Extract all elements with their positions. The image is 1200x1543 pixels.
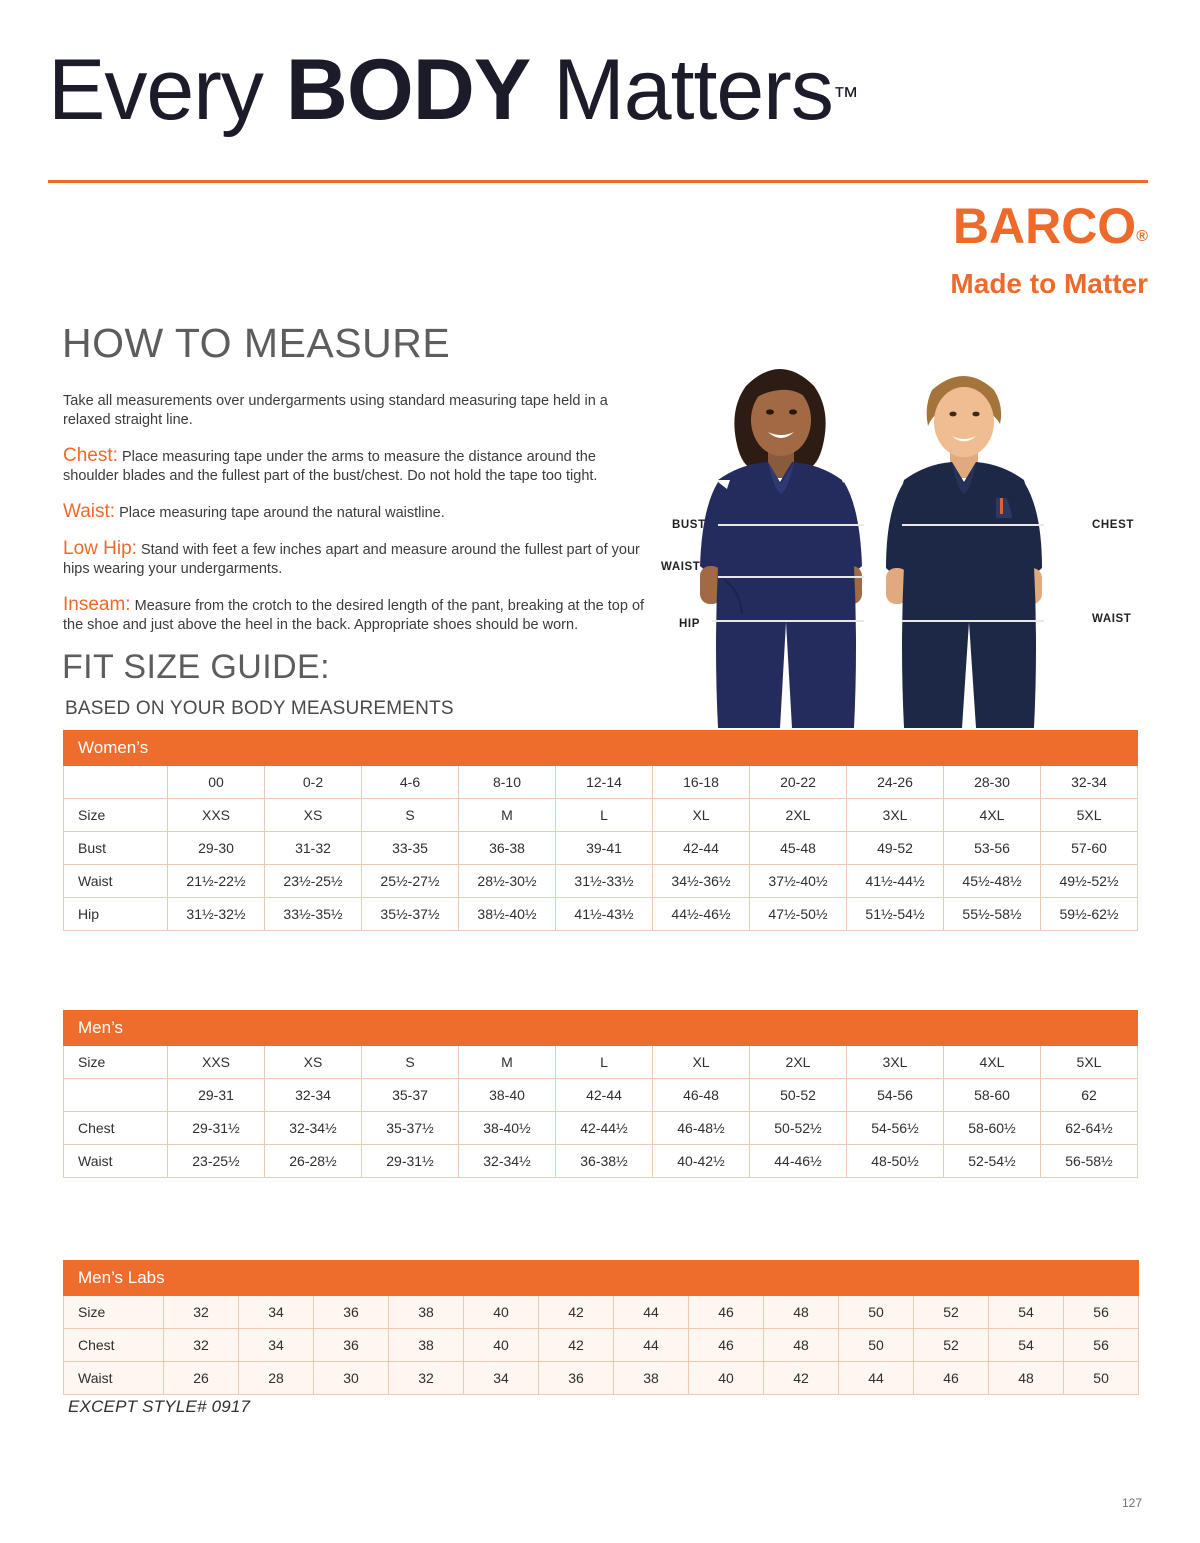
cell: 5XL — [1041, 799, 1138, 832]
how-to-measure-heading: HOW TO MEASURE — [62, 320, 451, 366]
cell: 2XL — [750, 1046, 847, 1079]
cell: 35-37½ — [362, 1112, 459, 1145]
cell: 34½-36½ — [653, 865, 750, 898]
table-row — [64, 1296, 1139, 1329]
table-row — [64, 832, 1138, 865]
cell: 48-50½ — [847, 1145, 944, 1178]
measure-item-low-hip — [63, 539, 653, 579]
cell: 4XL — [944, 1046, 1041, 1079]
brand-name-text: BARCO — [952, 198, 1137, 254]
cell: 48 — [989, 1362, 1064, 1395]
cell: 42-44½ — [556, 1112, 653, 1145]
cell: 52-54½ — [944, 1145, 1041, 1178]
bust-measure-line — [718, 524, 864, 526]
cell: 47½-50½ — [750, 898, 847, 931]
row-label: Waist — [64, 865, 168, 898]
cell: 45½-48½ — [944, 865, 1041, 898]
label-hip: HIP — [679, 618, 700, 630]
measure-text-waist: Place measuring tape around the natural waistline. — [115, 505, 445, 521]
cell: 34 — [464, 1362, 539, 1395]
cell: 62-64½ — [1041, 1112, 1138, 1145]
cell: 36 — [314, 1329, 389, 1362]
cell: 4-6 — [362, 766, 459, 799]
cell: 54 — [989, 1296, 1064, 1329]
row-label: Chest — [64, 1112, 168, 1145]
cell: 24-26 — [847, 766, 944, 799]
cell: 40 — [464, 1329, 539, 1362]
cell: 32 — [389, 1362, 464, 1395]
female-model-illustration — [700, 369, 862, 728]
cell: 48 — [764, 1296, 839, 1329]
cell: 54-56½ — [847, 1112, 944, 1145]
measurement-figure — [660, 348, 1140, 728]
cell: S — [362, 1046, 459, 1079]
table-row — [64, 1362, 1139, 1395]
cell: 50-52 — [750, 1079, 847, 1112]
row-label: Waist — [64, 1362, 164, 1395]
hip-measure-line — [712, 620, 864, 622]
cell: 26 — [164, 1362, 239, 1395]
brand-tagline: Made to Matter — [950, 268, 1148, 299]
cell: 56 — [1064, 1329, 1139, 1362]
measure-item-inseam — [63, 595, 653, 635]
cell: 36-38½ — [556, 1145, 653, 1178]
cell: 38½-40½ — [459, 898, 556, 931]
cell: 2XL — [750, 799, 847, 832]
chest-measure-line — [902, 524, 1044, 526]
cell: 44 — [839, 1362, 914, 1395]
row-label: Size — [64, 1046, 168, 1079]
label-waist-left: WAIST — [661, 561, 701, 573]
cell: 50 — [839, 1329, 914, 1362]
cell: 46 — [689, 1329, 764, 1362]
cell: 40 — [464, 1296, 539, 1329]
cell: 44 — [614, 1329, 689, 1362]
cell: 33½-35½ — [265, 898, 362, 931]
measure-term-low-hip: Low Hip: — [63, 538, 137, 559]
cell: 46 — [914, 1362, 989, 1395]
womens-table-banner: Women’s — [64, 731, 1138, 766]
cell: 32 — [164, 1329, 239, 1362]
measure-term-chest: Chest: — [63, 445, 118, 466]
cell: 28-30 — [944, 766, 1041, 799]
cell: L — [556, 1046, 653, 1079]
cell: 48 — [764, 1329, 839, 1362]
cell: 16-18 — [653, 766, 750, 799]
masthead-title — [48, 44, 1152, 136]
cell: 31-32 — [265, 832, 362, 865]
cell: 46-48½ — [653, 1112, 750, 1145]
row-label: Bust — [64, 832, 168, 865]
cell: 50 — [1064, 1362, 1139, 1395]
cell: 34 — [239, 1296, 314, 1329]
cell: 31½-32½ — [168, 898, 265, 931]
brand-block — [950, 200, 1148, 301]
cell: XXS — [168, 1046, 265, 1079]
cell: 32-34 — [265, 1079, 362, 1112]
table-row — [64, 1329, 1139, 1362]
table-row — [64, 1112, 1138, 1145]
table-row — [64, 1046, 1138, 1079]
cell: 52 — [914, 1329, 989, 1362]
table-row — [64, 1079, 1138, 1112]
cell: 34 — [239, 1329, 314, 1362]
cell: 21½-22½ — [168, 865, 265, 898]
cell: 39-41 — [556, 832, 653, 865]
cell: XS — [265, 1046, 362, 1079]
mens-size-table — [63, 1010, 1138, 1178]
cell: XL — [653, 799, 750, 832]
measure-text-chest: Place measuring tape under the arms to measure the distance around the shoulder blades and the fullest part of the bust/chest. Do not hold the tape too tight. — [63, 449, 598, 484]
cell: 26-28½ — [265, 1145, 362, 1178]
table-row — [64, 1145, 1138, 1178]
mens-labs-size-table — [63, 1260, 1139, 1395]
cell: 30 — [314, 1362, 389, 1395]
cell: 23-25½ — [168, 1145, 265, 1178]
cell: 40-42½ — [653, 1145, 750, 1178]
cell: 44 — [614, 1296, 689, 1329]
cell: M — [459, 799, 556, 832]
cell: 29-30 — [168, 832, 265, 865]
cell: 45-48 — [750, 832, 847, 865]
row-label — [64, 766, 168, 799]
cell: 42-44 — [556, 1079, 653, 1112]
cell: 32-34½ — [265, 1112, 362, 1145]
cell: 38 — [389, 1329, 464, 1362]
cell: XS — [265, 799, 362, 832]
cell: 40 — [689, 1362, 764, 1395]
cell: 42-44 — [653, 832, 750, 865]
cell: 42 — [764, 1362, 839, 1395]
how-to-measure-body — [63, 392, 653, 651]
cell: 32-34 — [1041, 766, 1138, 799]
cell: 44-46½ — [750, 1145, 847, 1178]
cell: 52 — [914, 1296, 989, 1329]
cell: 12-14 — [556, 766, 653, 799]
cell: 29-31½ — [168, 1112, 265, 1145]
cell: S — [362, 799, 459, 832]
cell: M — [459, 1046, 556, 1079]
cell: 28 — [239, 1362, 314, 1395]
cell: 53-56 — [944, 832, 1041, 865]
fit-size-guide-subheading: BASED ON YOUR BODY MEASUREMENTS — [65, 698, 454, 719]
cell: 33-35 — [362, 832, 459, 865]
cell: 59½-62½ — [1041, 898, 1138, 931]
cell: 58-60½ — [944, 1112, 1041, 1145]
cell: 56-58½ — [1041, 1145, 1138, 1178]
cell: 41½-44½ — [847, 865, 944, 898]
cell: 20-22 — [750, 766, 847, 799]
cell: 42 — [539, 1329, 614, 1362]
cell: 36 — [539, 1362, 614, 1395]
fit-size-guide-heading: FIT SIZE GUIDE: — [62, 648, 330, 686]
cell: 35-37 — [362, 1079, 459, 1112]
cell: 42 — [539, 1296, 614, 1329]
cell: 50 — [839, 1296, 914, 1329]
cell: 55½-58½ — [944, 898, 1041, 931]
masthead-word-body: BODY — [285, 42, 531, 138]
registered-symbol: ® — [1136, 228, 1148, 245]
cell: 46-48 — [653, 1079, 750, 1112]
row-label — [64, 1079, 168, 1112]
measure-term-waist: Waist: — [63, 501, 116, 522]
cell: 62 — [1041, 1079, 1138, 1112]
measure-intro: Take all measurements over undergarments using standard measuring tape held in a relaxed straight line. — [63, 393, 608, 428]
row-label: Hip — [64, 898, 168, 931]
cell: 36-38 — [459, 832, 556, 865]
row-label: Waist — [64, 1145, 168, 1178]
header-divider — [48, 180, 1148, 183]
measure-text-inseam: Measure from the crotch to the desired length of the pant, breaking at the top of the shoe and just above the heel in the back. Appropriate shoes should be worn. — [63, 598, 645, 633]
measure-term-inseam: Inseam: — [63, 594, 131, 615]
cell: 36 — [314, 1296, 389, 1329]
cell: 41½-43½ — [556, 898, 653, 931]
cell: 58-60 — [944, 1079, 1041, 1112]
row-label: Chest — [64, 1329, 164, 1362]
cell: 32 — [164, 1296, 239, 1329]
cell: 35½-37½ — [362, 898, 459, 931]
cell: L — [556, 799, 653, 832]
label-waist-right: WAIST — [1092, 613, 1132, 625]
cell: 8-10 — [459, 766, 556, 799]
cell: 37½-40½ — [750, 865, 847, 898]
cell: 38 — [389, 1296, 464, 1329]
models-illustration — [660, 348, 1140, 728]
cell: 29-31 — [168, 1079, 265, 1112]
measure-item-waist — [63, 502, 653, 523]
measure-text-low-hip: Stand with feet a few inches apart and measure around the fullest part of your hips wearing your undergarments. — [63, 542, 640, 577]
waist-measure-line-male — [902, 620, 1044, 622]
male-model-illustration — [886, 376, 1042, 728]
cell: 46 — [689, 1296, 764, 1329]
cell: 29-31½ — [362, 1145, 459, 1178]
cell: 5XL — [1041, 1046, 1138, 1079]
row-label: Size — [64, 1296, 164, 1329]
cell: 28½-30½ — [459, 865, 556, 898]
womens-size-table — [63, 730, 1138, 931]
page-number: 127 — [1121, 1496, 1142, 1510]
masthead-word-matters: Matters — [530, 42, 833, 138]
cell: 38-40 — [459, 1079, 556, 1112]
mens-labs-table-banner: Men’s Labs — [64, 1261, 1139, 1296]
table-row — [64, 766, 1138, 799]
cell: 38 — [614, 1362, 689, 1395]
cell: 23½-25½ — [265, 865, 362, 898]
mens-table-banner: Men’s — [64, 1011, 1138, 1046]
cell: 49-52 — [847, 832, 944, 865]
cell: 38-40½ — [459, 1112, 556, 1145]
cell: 32-34½ — [459, 1145, 556, 1178]
masthead-word-every: Every — [48, 42, 286, 138]
row-label: Size — [64, 799, 168, 832]
label-chest: CHEST — [1092, 519, 1134, 531]
trademark-symbol: ™ — [832, 81, 859, 111]
cell: 3XL — [847, 799, 944, 832]
cell: XL — [653, 1046, 750, 1079]
cell: 54 — [989, 1329, 1064, 1362]
cell: 49½-52½ — [1041, 865, 1138, 898]
measure-item-chest — [63, 446, 653, 486]
cell: 51½-54½ — [847, 898, 944, 931]
table-row — [64, 865, 1138, 898]
cell: XXS — [168, 799, 265, 832]
cell: 3XL — [847, 1046, 944, 1079]
brand-name — [950, 200, 1148, 265]
cell: 25½-27½ — [362, 865, 459, 898]
table-row — [64, 799, 1138, 832]
cell: 4XL — [944, 799, 1041, 832]
label-bust: BUST — [672, 519, 706, 531]
cell: 31½-33½ — [556, 865, 653, 898]
cell: 56 — [1064, 1296, 1139, 1329]
cell: 44½-46½ — [653, 898, 750, 931]
cell: 57-60 — [1041, 832, 1138, 865]
cell: 50-52½ — [750, 1112, 847, 1145]
table-row — [64, 898, 1138, 931]
waist-measure-line-female — [718, 576, 864, 578]
masthead — [48, 44, 1152, 136]
except-style-note: EXCEPT STYLE# 0917 — [68, 1397, 251, 1416]
cell: 54-56 — [847, 1079, 944, 1112]
cell: 0-2 — [265, 766, 362, 799]
cell: 00 — [168, 766, 265, 799]
